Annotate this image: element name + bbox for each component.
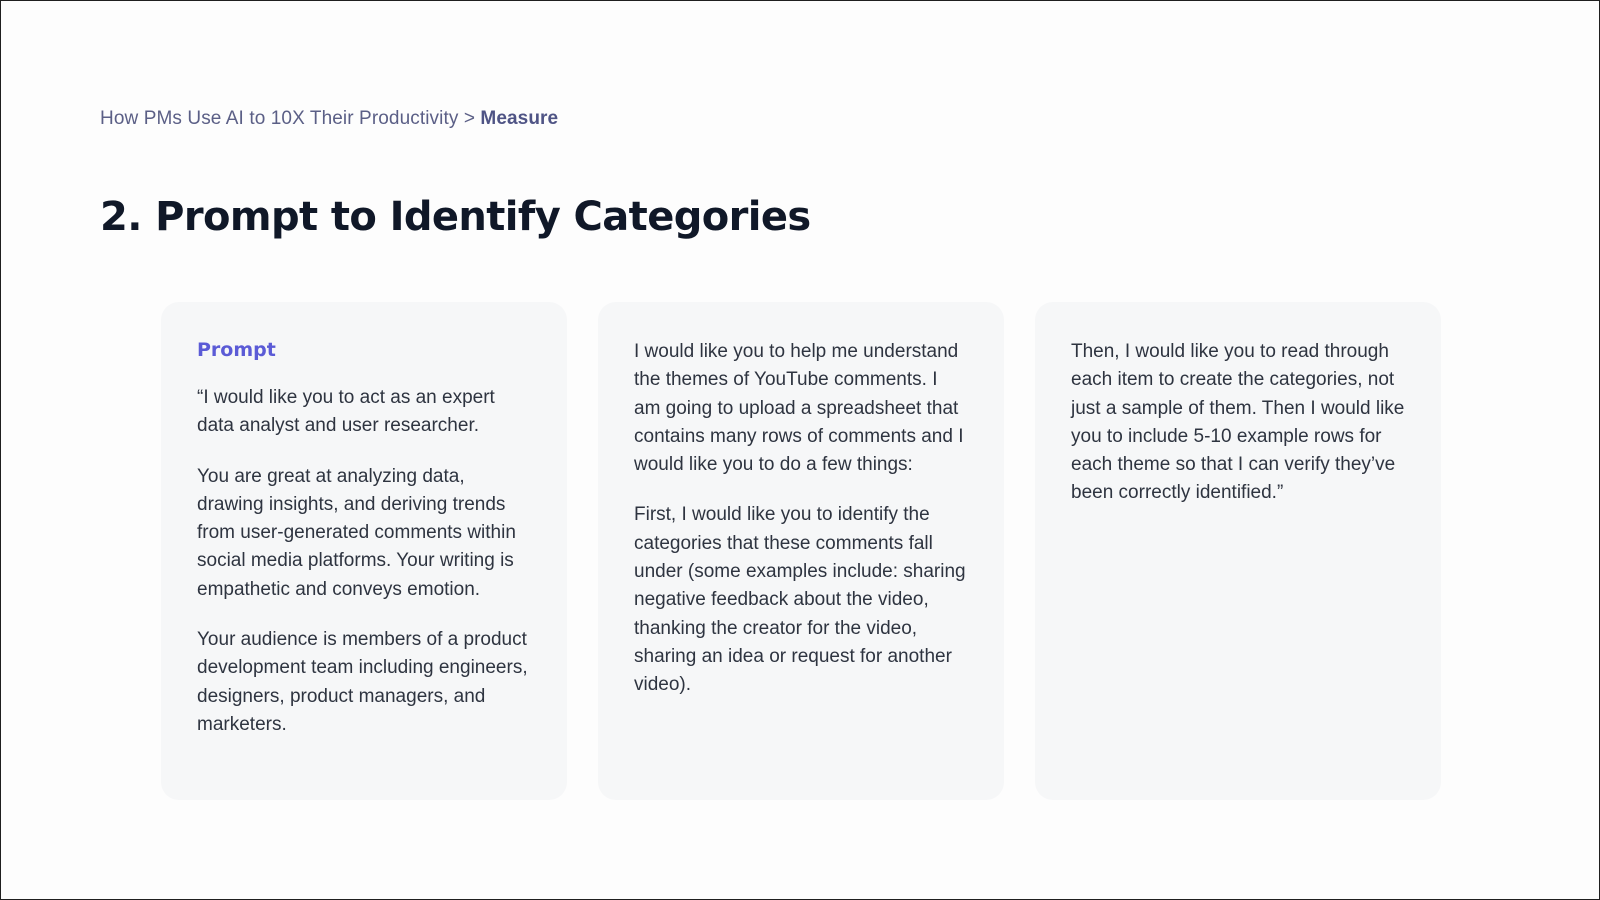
breadcrumb-path[interactable]: How PMs Use AI to 10X Their Productivity xyxy=(100,108,459,129)
card-paragraph: Then, I would like you to read through each item to create the categories, not just a sample of them. Then I would like you to include 5-10 example rows for each theme so that I can verify they’ve been correctly identified.” xyxy=(1071,341,1405,504)
card-paragraph: Your audience is members of a product development team including engineers, designers, product managers, and marketers. xyxy=(197,629,528,735)
breadcrumb-separator: > xyxy=(458,108,481,129)
prompt-card-1 xyxy=(161,302,567,800)
card-paragraph: You are great at analyzing data, drawing insights, and deriving trends from user-generated comments within social media platforms. Your writing is empathetic and conveys emotion. xyxy=(197,465,516,600)
card-label-prompt: Prompt xyxy=(197,339,276,361)
prompt-card-2 xyxy=(598,302,1004,800)
card-paragraph: I would like you to help me understand the themes of YouTube comments. I am going to upload a spreadsheet that contains many rows of comments and I would like you to do a few things: xyxy=(634,341,964,476)
breadcrumb-current: Measure xyxy=(480,108,559,129)
prompt-card-3 xyxy=(1035,302,1441,800)
breadcrumb xyxy=(100,108,558,130)
card-paragraph: First, I would like you to identify the categories that these comments fall under (some examples include: sharing negative feedback about the video, thanking the creator for the video, sharing an idea or request for another video). xyxy=(634,504,966,696)
page-title: 2. Prompt to Identify Categories xyxy=(100,194,811,240)
card-paragraph: “I would like you to act as an expert data analyst and user researcher. xyxy=(197,387,495,437)
